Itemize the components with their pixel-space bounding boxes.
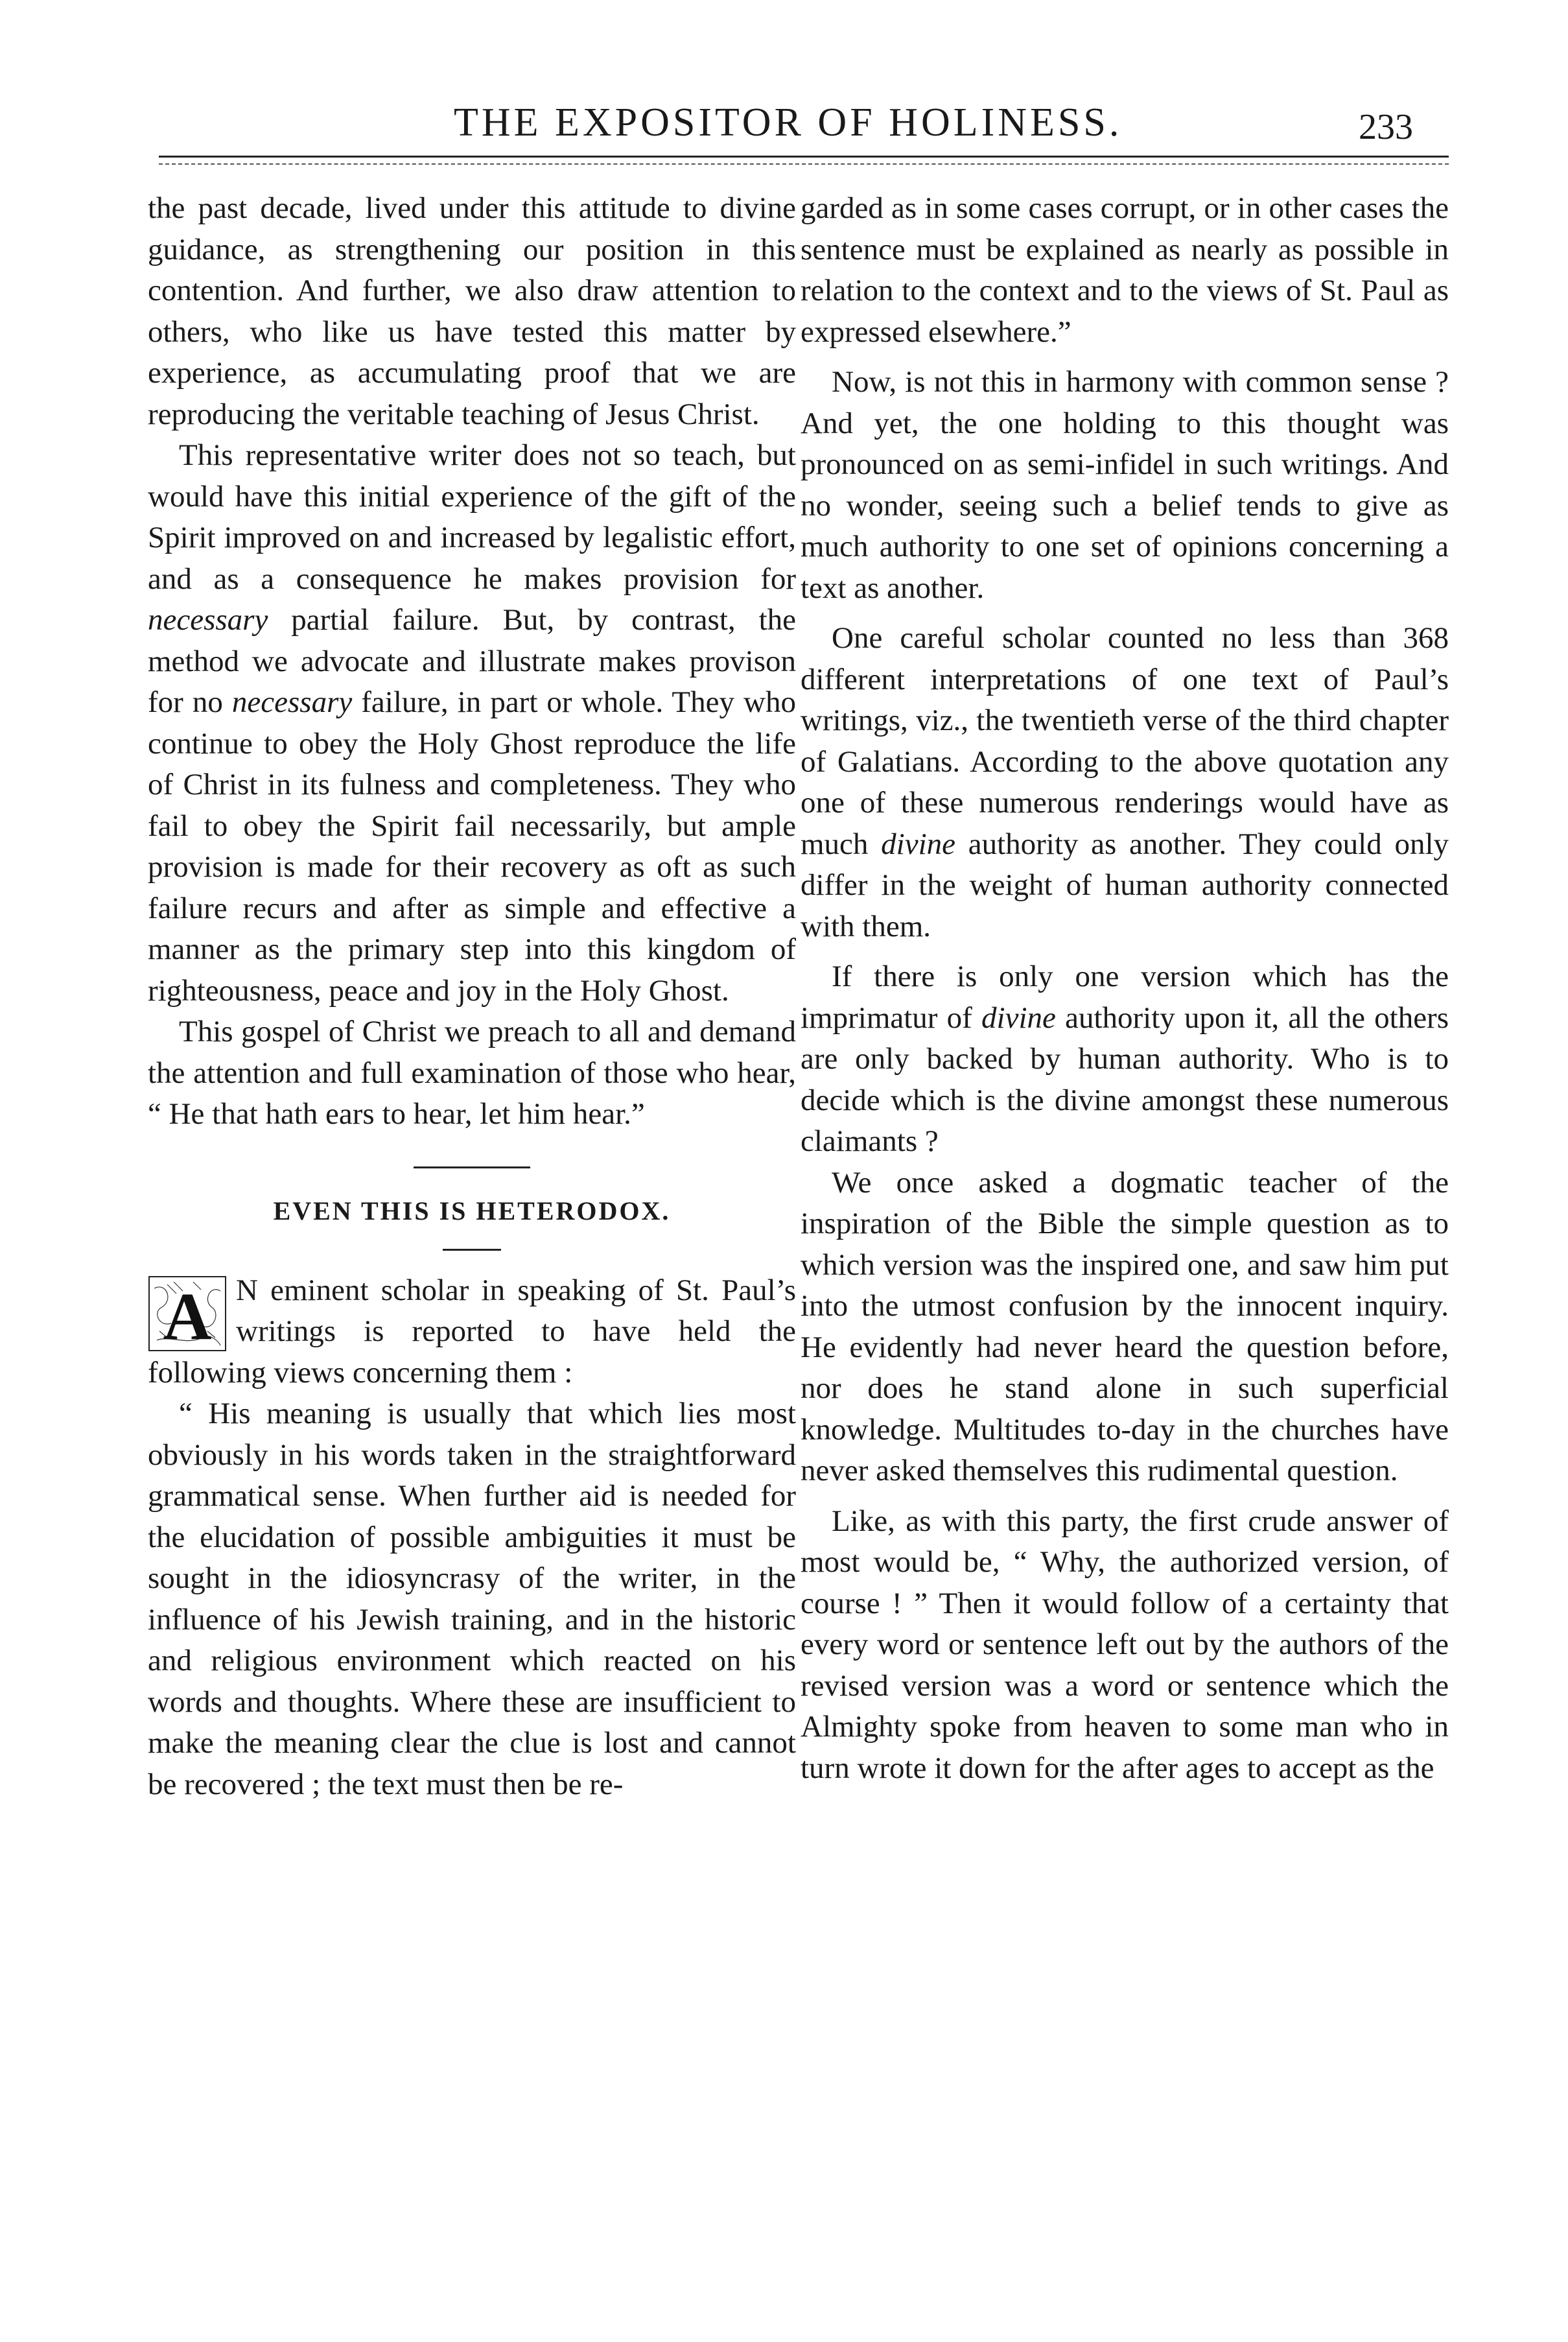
paragraph: This representative writer does not so teach, but would have this initial experience of the gift of the Spirit improved on and increased by legalistic effort, and as a consequence he makes provision for necessary partial failure. But, by contrast, the method we advocate and illustrate makes provison for no necessary failure, in part or whole. They who continue to obey the Holy Ghost reproduce the life of Christ in its fulness and completeness. They who fail to obey the Spirit fail necessarily, but ample provision is made for their recovery as oft as such failure recurs and after as simple and effective a manner as the primary step into this kingdom of righteousness, peace and joy in the Holy Ghost. bbox=[148, 438, 796, 1008]
right-column bbox=[801, 188, 1449, 1789]
running-head: THE EXPOSITOR OF HOLINESS. bbox=[454, 101, 1123, 145]
header-rule bbox=[159, 156, 1449, 158]
paragraph: This gospel of Christ we preach to all and demand the attention and full examination of those who hear, “ He that hath ears to hear, let him hear.” bbox=[148, 1015, 796, 1131]
header-rule-dashed bbox=[159, 163, 1449, 165]
paragraph: garded as in some cases corrupt, or in other cases the sentence must be explained as nearly as possible in relation to the context and to the views of St. Paul as expressed elsewhere.” bbox=[801, 191, 1449, 349]
paragraph: Now, is not this in harmony with common sense ? And yet, the one holding to this thought was pronounced on as semi-infidel in such writings. And no wonder, seeing such a belief tends to give as much authority to one set of opinions concerning a text as another. bbox=[801, 365, 1449, 605]
paragraph: “ His meaning is usually that which lies most obviously in his words taken in the straightforward grammatical sense. When further aid is needed for the elucidation of possible ambiguities it must be sought in the idiosyncrasy of the writer, in the influence of his Jewish training, and in the historic and religious environment which reacted on his words and thoughts. Where these are insufficient to make the meaning clear the clue is lost and cannot be recovered ; the text must then be re- bbox=[148, 1397, 796, 1801]
paragraph: Like, as with this party, the first crude answer of most would be, “ Why, the authorized version, of course ! ” Then it would follow of a certainty that every word or sentence left out by the authors of the revised version was a word or sentence which the Almighty spoke from heaven to some man who in turn wrote it down for the after ages to accept as the bbox=[801, 1504, 1449, 1785]
paragraph: We once asked a dogmatic teacher of the inspiration of the Bible the simple question as to which version was the inspired one, and saw him put into the utmost confusion by the innocent inquiry. He evidently had never heard the question before, nor does he stand alone in such superficial knowledge. Multitudes to-day in the churches have never asked themselves this rudimental question. bbox=[801, 1165, 1449, 1487]
left-column bbox=[148, 188, 796, 1805]
page-number: 233 bbox=[1359, 107, 1413, 147]
paragraph: One careful scholar counted no less than 368 different interpretations of one text of Paul’s writings, viz., the twentieth verse of the third chapter of Galatians. According to the above quotation any one of these numerous renderings would have as much divine authority as another. They could only differ in the weight of human authority connected with them. bbox=[801, 621, 1449, 943]
drop-cap-ornament bbox=[148, 1275, 227, 1352]
paragraph: N eminent scholar in speaking of St. Paul’s writings is reported to have held the following views concerning them : bbox=[148, 1273, 796, 1390]
section-divider bbox=[414, 1166, 530, 1168]
section-divider-short bbox=[443, 1249, 501, 1251]
section-title: EVEN THIS IS HETERODOX. bbox=[273, 1196, 671, 1225]
paragraph: the past decade, lived under this attitude to divine guidance, as strengthening our position in this contention. And further, we also draw attention to others, who like us have tested this matter by experience, as accumulating proof that we are reproducing the veritable teaching of Jesus Christ. bbox=[148, 191, 796, 431]
drop-cap-paragraph bbox=[148, 1270, 796, 1394]
drop-cap-letter: A bbox=[163, 1279, 212, 1352]
paragraph: If there is only one version which has the imprimatur of divine authority upon it, all the others are only backed by human authority. Who is to decide which is the divine amongst these numerous claimants ? bbox=[801, 960, 1449, 1158]
